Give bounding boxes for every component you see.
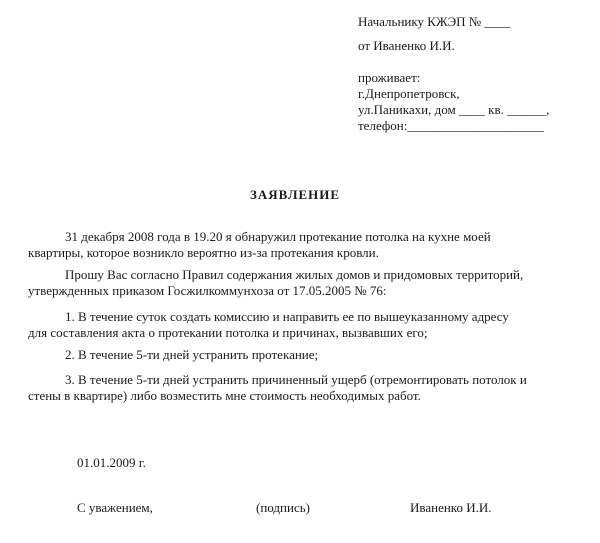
city-line: г.Днепропетровск, (358, 86, 460, 101)
closing-regards: С уважением, (77, 500, 153, 515)
signer-name: Иваненко И.И. (410, 500, 492, 515)
document-title: ЗАЯВЛЕНИЕ (250, 187, 341, 202)
sender-line: от Иваненко И.И. (358, 38, 455, 53)
document-date: 01.01.2009 г. (77, 455, 146, 470)
list-item-1-line-1: 1. В течение суток создать комиссию и направить ее по вышеуказанному адресу (65, 309, 509, 324)
addressee-line: Начальнику КЖЭП № ____ (358, 14, 511, 29)
phone-line: телефон:_____________________ (358, 118, 544, 133)
paragraph-1-line-1: 31 декабря 2008 года в 19.20 я обнаружил протекание потолка на кухне моей (65, 229, 491, 244)
street-line: ул.Паникахи, дом ____ кв. ______, (358, 102, 550, 117)
resides-label: проживает: (358, 70, 421, 85)
list-item-1-line-2: для составления акта о протекании потолка и причинах, вызвавших его; (28, 325, 428, 340)
paragraph-1-line-2: квартиры, которое возникло вероятно из-за протекания кровли. (28, 245, 379, 260)
list-item-2: 2. В течение 5-ти дней устранить протекание; (65, 347, 319, 362)
signature-label: (подпись) (256, 500, 310, 515)
list-item-3-line-1: 3. В течение 5-ти дней устранить причиненный ущерб (отремонтировать потолок и (65, 372, 527, 387)
paragraph-2-line-1: Прошу Вас согласно Правил содержания жилых домов и придомовых территорий, (65, 267, 524, 282)
paragraph-2-line-2: утвержденных приказом Госжилкоммунхоза от 17.05.2005 № 76: (28, 283, 387, 298)
list-item-3-line-2: стены в квартире) либо возместить мне стоимость необходимых работ. (28, 388, 421, 403)
